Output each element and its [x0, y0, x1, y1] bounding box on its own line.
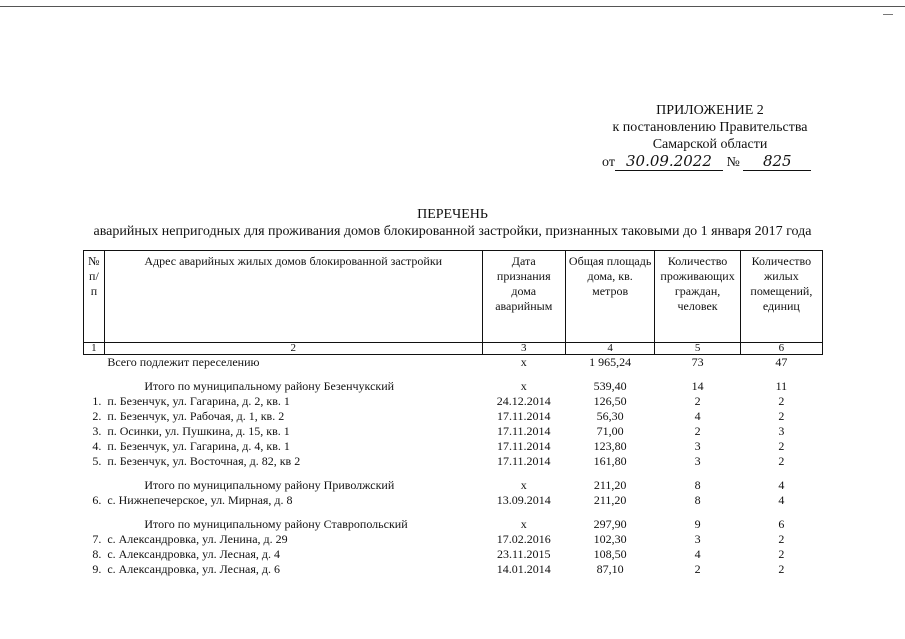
- row-people: 3: [694, 454, 701, 468]
- row-number: 9.: [92, 562, 102, 576]
- row-date: х: [520, 517, 527, 531]
- appendix-block: [600, 102, 820, 171]
- table-row: [84, 394, 823, 409]
- row-area: 87,10: [596, 562, 624, 576]
- row-people: 4: [694, 409, 701, 423]
- row-units: 2: [778, 532, 785, 546]
- row-number: [84, 508, 105, 532]
- row-address: п. Безенчук, ул. Гагарина, д. 4, кв. 1: [107, 439, 290, 453]
- subtotal-row: [84, 508, 823, 532]
- column-number-1: 1: [84, 343, 105, 355]
- row-people: 73: [691, 355, 704, 369]
- row-date: 17.11.2014: [496, 409, 551, 423]
- row-units: 2: [778, 409, 785, 423]
- row-number: 4.: [92, 439, 102, 453]
- from-label: от: [602, 155, 615, 170]
- appendix-line-3: Самарской области: [652, 137, 768, 152]
- row-address: с. Александровка, ул. Лесная, д. 6: [107, 562, 280, 576]
- document-title: ПЕРЕЧЕНЬ: [417, 207, 488, 222]
- row-address: Всего подлежит переселению: [107, 355, 260, 369]
- row-address: с. Александровка, ул. Ленина, д. 29: [107, 532, 288, 546]
- appendix-date-number-row: [602, 153, 820, 171]
- table-row: [84, 454, 823, 469]
- row-number: 1.: [92, 394, 102, 408]
- row-people: 2: [694, 562, 701, 576]
- row-units: 2: [778, 562, 785, 576]
- table-body: [84, 355, 823, 578]
- row-address: с. Нижнепечерское, ул. Мирная, д. 8: [107, 493, 293, 507]
- header-number: № п/п: [84, 251, 105, 343]
- row-people: 14: [691, 379, 704, 393]
- column-number-2: 2: [104, 343, 482, 355]
- row-people: 2: [694, 424, 701, 438]
- document-subtitle: аварийных непригодных для проживания домов блокированной застройки, признанных таковыми до 1 января 2017 года: [93, 224, 812, 239]
- row-people: 3: [694, 439, 701, 453]
- appendix-title: ПРИЛОЖЕНИЕ 2: [656, 103, 764, 118]
- row-date: 17.11.2014: [496, 454, 551, 468]
- row-date: 17.11.2014: [496, 424, 551, 438]
- row-area: 123,80: [593, 439, 627, 453]
- row-area: 56,30: [596, 409, 624, 423]
- row-number: 6.: [92, 493, 102, 507]
- row-date: 24.12.2014: [496, 394, 551, 408]
- row-people: 2: [694, 394, 701, 408]
- row-date: 17.11.2014: [496, 439, 551, 453]
- row-date: х: [520, 379, 527, 393]
- row-people: 8: [694, 478, 701, 492]
- row-area: 161,80: [593, 454, 627, 468]
- header-date: Дата признания дома аварийным: [482, 251, 565, 343]
- row-people: 9: [694, 517, 701, 531]
- handwritten-date: 30.09.2022: [615, 153, 723, 171]
- row-units: 6: [778, 517, 785, 531]
- row-units: 2: [778, 547, 785, 561]
- row-number: 2.: [92, 409, 102, 423]
- buildings-table: [83, 250, 823, 577]
- row-date: х: [520, 478, 527, 492]
- row-area: 211,20: [593, 493, 627, 507]
- row-units: 3: [778, 424, 785, 438]
- row-date: х: [520, 355, 527, 369]
- row-area: 126,50: [593, 394, 627, 408]
- subtotal-row: [84, 469, 823, 493]
- row-people: 3: [694, 532, 701, 546]
- row-area: 539,40: [593, 379, 627, 393]
- row-units: 11: [775, 379, 788, 393]
- table-row: [84, 547, 823, 562]
- row-people: 8: [694, 493, 701, 507]
- row-units: 2: [778, 439, 785, 453]
- column-number-5: 5: [655, 343, 740, 355]
- row-number: 5.: [92, 454, 102, 468]
- handwritten-number: 825: [743, 153, 811, 171]
- row-number: [84, 355, 105, 371]
- row-address: Итого по муниципальному району Приволжский: [144, 478, 395, 492]
- row-address: Итого по муниципальному району Ставропольский: [144, 517, 408, 531]
- row-area: 102,30: [593, 532, 627, 546]
- total-row: [84, 355, 823, 371]
- row-number: 7.: [92, 532, 102, 546]
- header-area: Общая площадь дома, кв. метров: [565, 251, 655, 343]
- appendix-line-2: к постановлению Правительства: [612, 120, 808, 135]
- row-address: п. Безенчук, ул. Гагарина, д. 2, кв. 1: [107, 394, 290, 408]
- subtotal-row: [84, 370, 823, 394]
- scan-edge-line: [0, 6, 905, 7]
- row-units: 2: [778, 454, 785, 468]
- header-people: Количество проживающих граждан, человек: [655, 251, 740, 343]
- table-row: [84, 409, 823, 424]
- document-title-block: [0, 206, 905, 240]
- row-address: п. Безенчук, ул. Рабочая, д. 1, кв. 2: [107, 409, 285, 423]
- table-row: [84, 562, 823, 577]
- row-date: 13.09.2014: [496, 493, 551, 507]
- row-area: 108,50: [593, 547, 627, 561]
- table-row: [84, 532, 823, 547]
- row-address: с. Александровка, ул. Лесная, д. 4: [107, 547, 280, 561]
- scan-mark: [883, 14, 893, 25]
- row-units: 4: [778, 493, 785, 507]
- table-row: [84, 439, 823, 454]
- row-area: 297,90: [593, 517, 627, 531]
- row-units: 2: [778, 394, 785, 408]
- table-row: [84, 493, 823, 508]
- row-date: 14.01.2014: [496, 562, 551, 576]
- row-area: 71,00: [596, 424, 624, 438]
- row-area: 211,20: [593, 478, 627, 492]
- number-label: №: [726, 155, 740, 170]
- row-date: 17.02.2016: [496, 532, 551, 546]
- row-people: 4: [694, 547, 701, 561]
- row-area: 1 965,24: [589, 355, 632, 369]
- row-number: [84, 370, 105, 394]
- row-number: [84, 469, 105, 493]
- row-address: п. Безенчук, ул. Восточная, д. 82, кв 2: [107, 454, 301, 468]
- column-number-6: 6: [740, 343, 822, 355]
- row-address: п. Осинки, ул. Пушкина, д. 15, кв. 1: [107, 424, 290, 438]
- column-number-3: 3: [482, 343, 565, 355]
- header-units: Количество жилых помещений, единиц: [740, 251, 822, 343]
- column-number-4: 4: [565, 343, 655, 355]
- row-date: 23.11.2015: [496, 547, 551, 561]
- row-number: 8.: [92, 547, 102, 561]
- header-address: Адрес аварийных жилых домов блокированной застройки: [104, 251, 482, 343]
- row-units: 4: [778, 478, 785, 492]
- row-address: Итого по муниципальному району Безенчукский: [144, 379, 395, 393]
- row-number: 3.: [92, 424, 102, 438]
- table-row: [84, 424, 823, 439]
- row-units: 47: [775, 355, 788, 369]
